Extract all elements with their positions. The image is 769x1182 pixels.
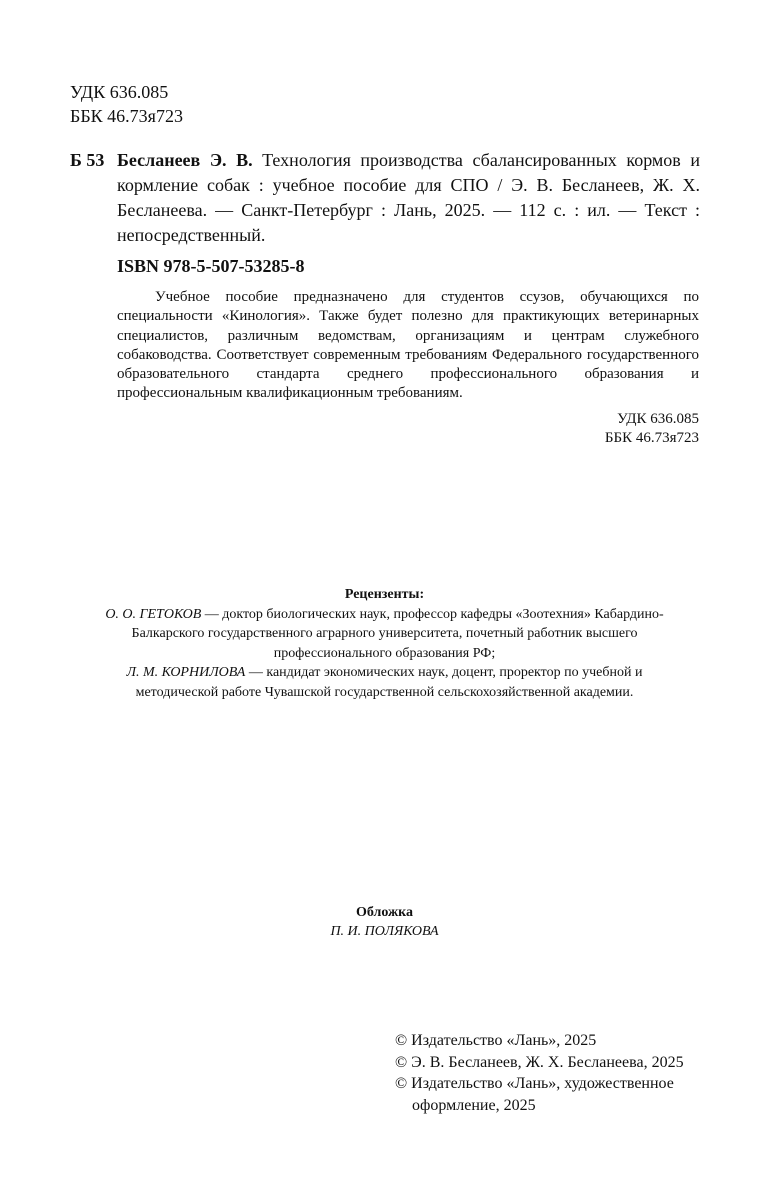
reviewers-block [70,585,699,702]
copyright-line: © Э. В. Бесланеев, Ж. Х. Бесланеева, 2025 [395,1053,684,1071]
udk-code-repeat: УДК 636.085 [617,411,699,427]
cover-heading: Обложка [355,905,414,920]
copyright-line: © Издательство «Лань», 2025 [395,1032,597,1049]
author-sign: Б 53 [70,150,105,170]
bibliographic-description [117,148,700,248]
author-name: Бесланеев Э. В. [117,150,253,170]
bibliographic-entry [70,148,700,248]
description-line: кормов и кормление собак : учебное пособие для СПО / [117,150,700,195]
isbn: ISBN 978-5-507-53285-8 [117,256,305,276]
copyright-line: © Издательство «Лань», художественное [395,1075,674,1092]
reviewer-name: Л. М. КОРНИЛОВА [126,665,246,680]
abstract-text: Учебное пособие предназначено для студентов ссузов, обучающихся по специальности «Кинология». Также будет полезно для практикующих ветеринарных специалистов, различным ведомствам, организациям и центрам служебного собаководства. Соответствует современным требованиям Федерального государственного образовательного стандарта среднего профессионального образования и профессиональным квалификационным требованиям. [117,289,699,402]
copyright-line: оформление, 2025 [412,1096,536,1114]
udk-code: УДК 636.085 [70,82,169,102]
bbk-code-repeat: ББК 46.73я723 [604,430,699,446]
reviewer-name: О. О. ГЕТОКОВ [105,606,202,622]
description-line: Э. В. Бесланеев, Ж. Х. Бесланеева. — Санкт-Петербург : Лань, [117,175,700,220]
bbk-code: ББК 46.73я723 [70,106,183,126]
reviewer-details: — кандидат экономических наук, доцент, проректор по учебной и [245,665,643,680]
reviewers-heading: Рецензенты: [344,587,425,602]
reviewer-entry [70,605,699,664]
copyright-block [395,1030,684,1116]
reviewer-details: профессионального образования РФ; [273,645,496,661]
classification-block [70,80,183,128]
description-line: 2025. — 112 с. : ил. — Текст : непосредственный. [117,200,701,245]
classification-repeat [605,410,699,448]
reviewer-entry [70,663,699,702]
cover-credit [70,903,699,941]
cover-designer: П. И. ПОЛЯКОВА [330,924,439,939]
abstract [117,288,699,404]
reviewer-details: — доктор биологических наук, профессор кафедры «Зоотехния» Кабардино- [201,606,664,622]
description-line: Технология производства сбалансированных [262,150,617,170]
reviewer-details: методической работе Чувашской государственной сельскохозяйственной академии. [135,684,634,700]
reviewer-details: Балкарского государственного аграрного университета, почетный работник высшего [131,626,638,641]
